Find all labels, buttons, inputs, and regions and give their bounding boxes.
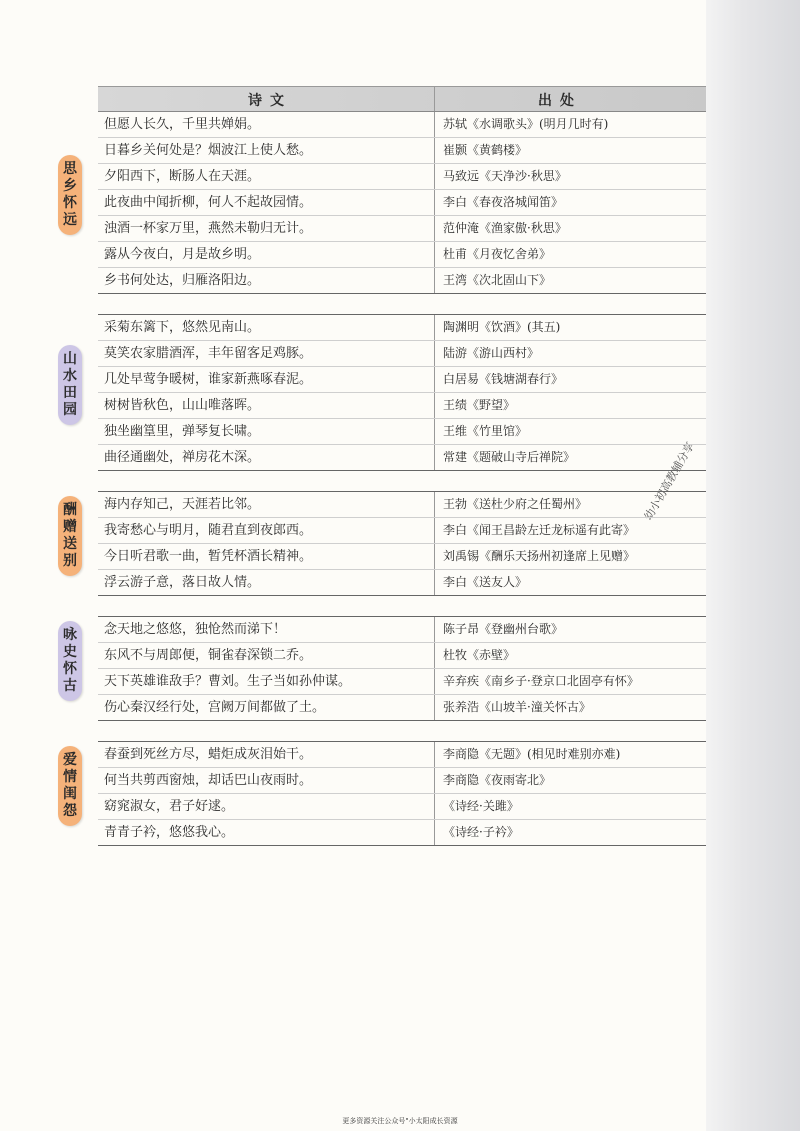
poem-source: 李白《春夜洛城闻笛》 (443, 195, 564, 209)
poem-table (63, 86, 706, 846)
poem-source: 陶渊明《饮酒》(其五) (443, 320, 561, 334)
section-spacer (98, 596, 706, 617)
poem-line: 我寄愁心与明月，随君直到夜郎西。 (104, 523, 313, 538)
poem-source: 李商隐《无题》(相见时难别亦难) (443, 747, 621, 761)
poem-line: 采菊东篱下，悠然见南山。 (104, 320, 261, 335)
poem-line: 但愿人长久，千里共婵娟。 (104, 117, 261, 132)
section-1 (63, 112, 706, 294)
section-4 (63, 617, 706, 721)
poem-line: 今日听君歌一曲，暂凭杯酒长精神。 (104, 549, 313, 564)
side-watermark-note: 幼小初高教辅分享 (641, 439, 697, 523)
table-row (98, 794, 706, 820)
poem-line: 独坐幽篁里，弹琴复长啸。 (104, 424, 261, 439)
table-row (98, 643, 706, 669)
poem-source: 杜牧《赤壁》 (443, 648, 516, 662)
poem-source: 苏轼《水调歌头》(明月几时有) (443, 117, 609, 131)
poem-line: 伤心秦汉经行处，宫阙万间都做了土。 (104, 700, 326, 715)
section-2 (63, 315, 706, 471)
table-row (98, 445, 706, 470)
table-body (63, 112, 706, 846)
section-5 (63, 742, 706, 846)
poem-source: 范仲淹《渔家傲·秋思》 (443, 221, 567, 235)
poem-source: 马致远《天净沙·秋思》 (443, 169, 567, 183)
section-tag: 咏 史 怀 古 (58, 621, 82, 701)
poem-source: 王勃《送杜少府之任蜀州》 (443, 497, 588, 511)
poem-line: 浊酒一杯家万里，燕然未勒归无计。 (104, 221, 313, 236)
poem-line: 莫笑农家腊酒浑，丰年留客足鸡豚。 (104, 346, 313, 361)
table-row (98, 617, 706, 643)
poem-line: 东风不与周郎便，铜雀春深锁二乔。 (104, 648, 313, 663)
section-tag: 山 水 田 园 (58, 345, 82, 425)
poem-source: 王绩《野望》 (443, 398, 516, 412)
section-tag: 思 乡 怀 远 (58, 155, 82, 235)
page-edge-shadow (706, 0, 800, 1131)
poem-source: 陆游《游山西村》 (443, 346, 540, 360)
footer-note: 更多资源关注公众号"小太阳成长资源 (342, 1117, 458, 1125)
poem-source: 《诗经·子衿》 (443, 825, 519, 839)
table-row (98, 367, 706, 393)
poem-source: 李白《闻王昌龄左迁龙标遥有此寄》 (443, 523, 636, 537)
table-row (98, 570, 706, 595)
table-row (98, 393, 706, 419)
poem-source: 白居易《钱塘湖春行》 (443, 372, 564, 386)
poem-line: 春蚕到死丝方尽，蜡炬成灰泪始干。 (104, 747, 313, 762)
poem-line: 树树皆秋色，山山唯落晖。 (104, 398, 261, 413)
table-row (98, 492, 706, 518)
table-row (98, 216, 706, 242)
poem-source: 《诗经·关雎》 (443, 799, 519, 813)
table-header (98, 86, 706, 112)
table-row (98, 695, 706, 720)
table-row (98, 190, 706, 216)
poem-line: 天下英雄谁敌手？曹刘。生子当如孙仲谋。 (104, 674, 352, 689)
poem-line: 日暮乡关何处是？烟波江上使人愁。 (104, 143, 313, 158)
poem-line: 海内存知己，天涯若比邻。 (104, 497, 261, 512)
table-row (98, 669, 706, 695)
table-row (98, 341, 706, 367)
section-tag: 酬 赠 送 别 (58, 496, 82, 576)
table-row (98, 164, 706, 190)
poem-source: 王维《竹里馆》 (443, 424, 528, 438)
section-tag: 爱 情 闺 怨 (58, 746, 82, 826)
poem-source: 李白《送友人》 (443, 575, 528, 589)
poem-source: 张养浩《山坡羊·潼关怀古》 (443, 700, 591, 714)
poem-line: 何当共剪西窗烛，却话巴山夜雨时。 (104, 773, 313, 788)
table-row (98, 742, 706, 768)
poem-line: 几处早莺争暖树，谁家新燕啄春泥。 (104, 372, 313, 387)
poem-source: 刘禹锡《酬乐天扬州初逢席上见赠》 (443, 549, 636, 563)
poem-source: 杜甫《月夜忆舍弟》 (443, 247, 552, 261)
poem-line: 夕阳西下，断肠人在天涯。 (104, 169, 261, 184)
table-row (98, 268, 706, 293)
poem-source: 辛弃疾《南乡子·登京口北固亭有怀》 (443, 674, 639, 688)
section-spacer (98, 471, 706, 492)
poem-line: 此夜曲中闻折柳，何人不起故园情。 (104, 195, 313, 210)
table-row (98, 138, 706, 164)
poem-source: 常建《题破山寺后禅院》 (443, 450, 576, 464)
table-row (98, 242, 706, 268)
table-row (98, 768, 706, 794)
poem-source: 陈子昂《登幽州台歌》 (443, 622, 564, 636)
table-row (98, 518, 706, 544)
poem-line: 青青子衿，悠悠我心。 (104, 825, 235, 840)
header-poem: 诗文 (248, 93, 292, 109)
poem-line: 乡书何处达，归雁洛阳边。 (104, 273, 261, 288)
poem-line: 窈窕淑女，君子好逑。 (104, 799, 235, 814)
table-row (98, 419, 706, 445)
table-row (98, 112, 706, 138)
poem-source: 李商隐《夜雨寄北》 (443, 773, 552, 787)
section-spacer (98, 721, 706, 742)
poem-source: 崔颢《黄鹤楼》 (443, 143, 528, 157)
poem-line: 浮云游子意，落日故人情。 (104, 575, 261, 590)
table-row (98, 544, 706, 570)
poem-line: 曲径通幽处，禅房花木深。 (104, 450, 261, 465)
poem-source: 王湾《次北固山下》 (443, 273, 552, 287)
header-source: 出处 (538, 93, 582, 109)
table-row (98, 820, 706, 845)
poem-line: 露从今夜白，月是故乡明。 (104, 247, 261, 262)
table-row (98, 315, 706, 341)
section-3 (63, 492, 706, 596)
poem-line: 念天地之悠悠，独怆然而涕下！ (104, 622, 287, 637)
section-spacer (98, 294, 706, 315)
